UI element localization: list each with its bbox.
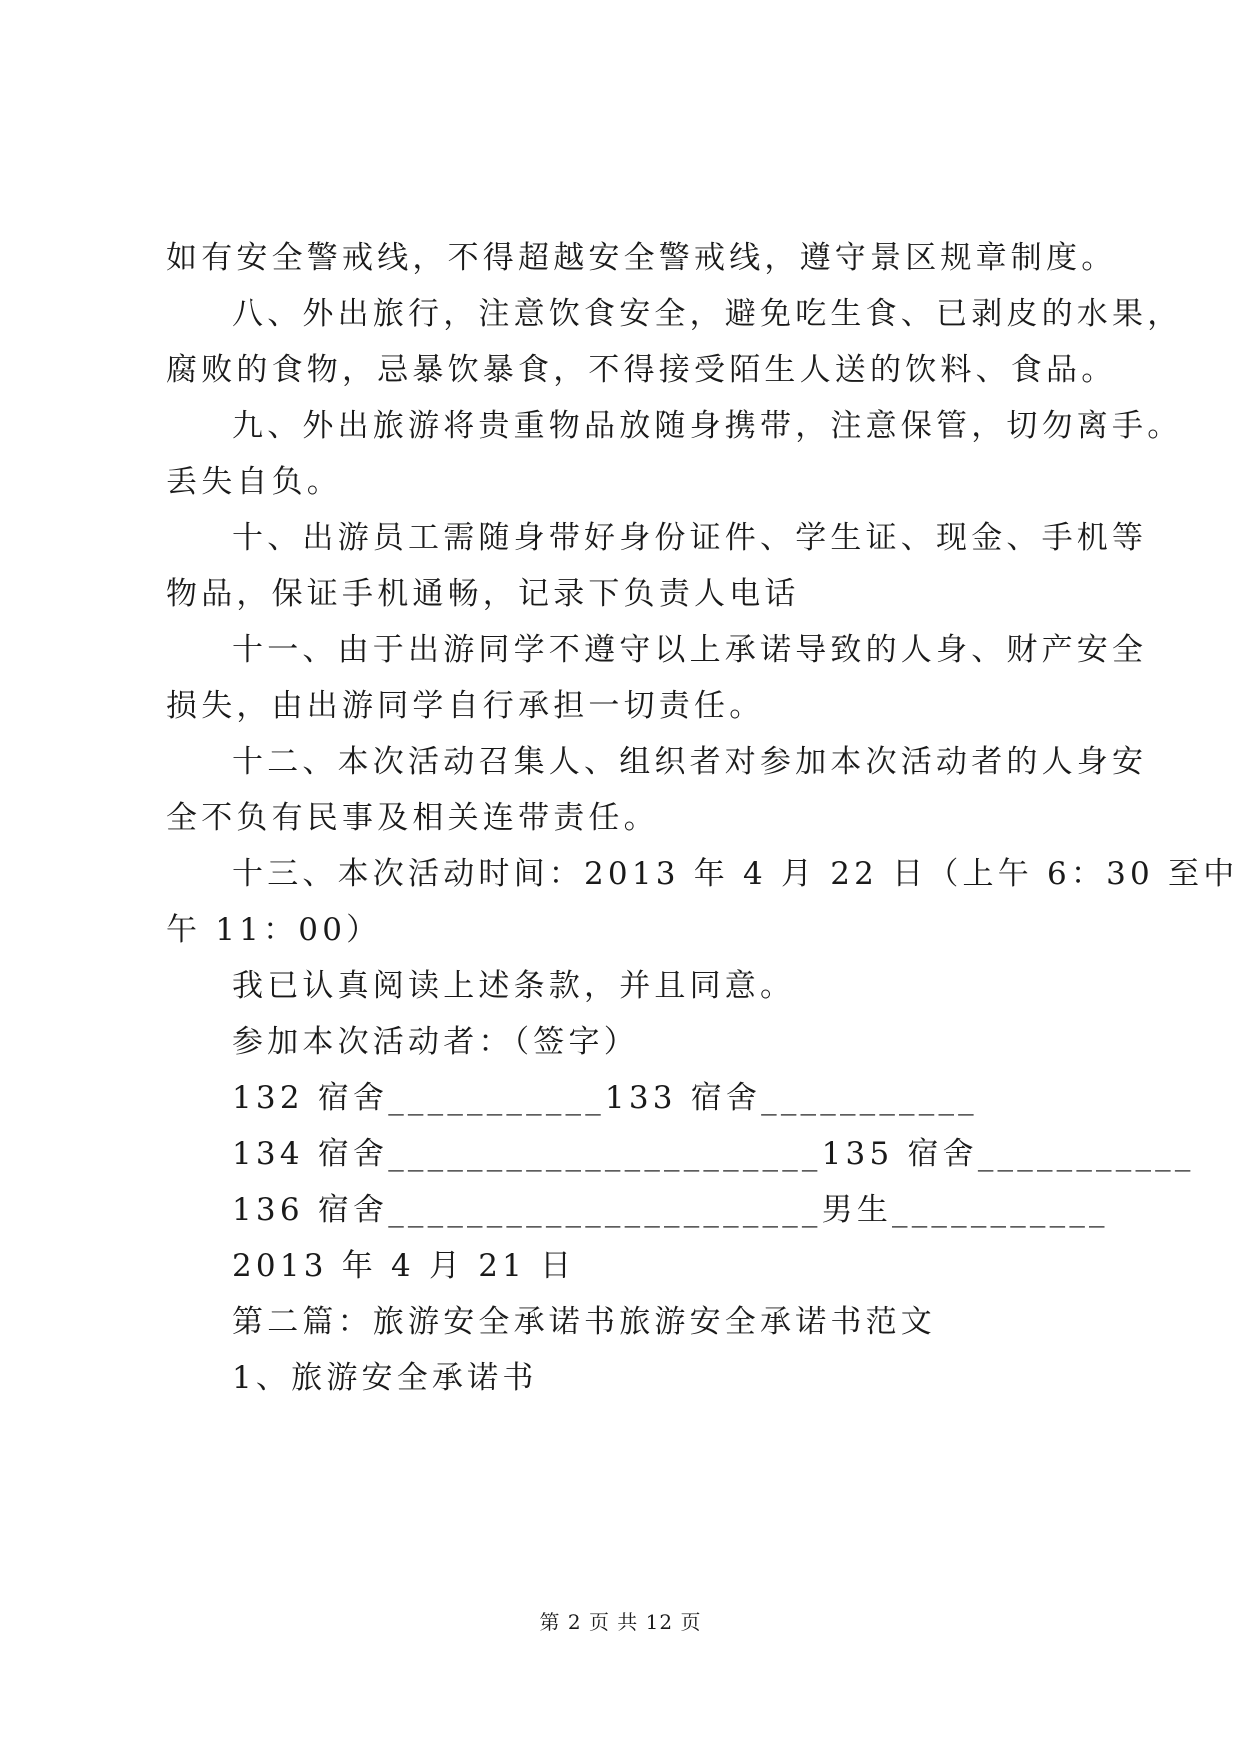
paragraph-line: 丢失自负。: [166, 464, 342, 500]
paragraph-line: 损失，由出游同学自行承担一切责任。: [166, 688, 765, 724]
paragraph-line: 九、外出旅游将贵重物品放随身携带，注意保管，切勿离手。: [232, 408, 1183, 444]
paragraph-line: 十二、本次活动召集人、组织者对参加本次活动者的人身安: [232, 744, 1148, 780]
section-heading: 第二篇：旅游安全承诺书旅游安全承诺书范文: [232, 1304, 936, 1340]
signature-line: 136 宿舍______________________男生___________: [232, 1192, 1109, 1228]
paragraph-line: 我已认真阅读上述条款，并且同意。: [232, 968, 796, 1004]
signature-line: 134 宿舍______________________135 宿舍___________: [232, 1136, 1195, 1172]
page-number-footer: 第 2 页 共 12 页: [539, 1610, 702, 1634]
paragraph-line: 腐败的食物，忌暴饮暴食，不得接受陌生人送的饮料、食品。: [166, 352, 1117, 388]
paragraph-line: 午 11：00）: [166, 912, 382, 948]
subsection-heading: 1、旅游安全承诺书: [232, 1360, 538, 1396]
paragraph-line: 如有安全警戒线，不得超越安全警戒线，遵守景区规章制度。: [166, 240, 1117, 276]
paragraph-line: 物品，保证手机通畅，记录下负责人电话: [166, 576, 800, 612]
document-date: 2013 年 4 月 21 日: [232, 1248, 576, 1284]
paragraph-line: 八、外出旅行，注意饮食安全，避免吃生食、已剥皮的水果，: [232, 296, 1183, 332]
signature-prompt: 参加本次活动者：（签字）: [232, 1024, 639, 1060]
signature-line: 132 宿舍___________133 宿舍___________: [232, 1080, 978, 1116]
paragraph-line: 十、出游员工需随身带好身份证件、学生证、现金、手机等: [232, 520, 1148, 556]
paragraph-line: 十三、本次活动时间：2013 年 4 月 22 日（上午 6：30 至中: [232, 856, 1239, 892]
paragraph-line: 全不负有民事及相关连带责任。: [166, 800, 659, 836]
paragraph-line: 十一、由于出游同学不遵守以上承诺导致的人身、财产安全: [232, 632, 1148, 668]
